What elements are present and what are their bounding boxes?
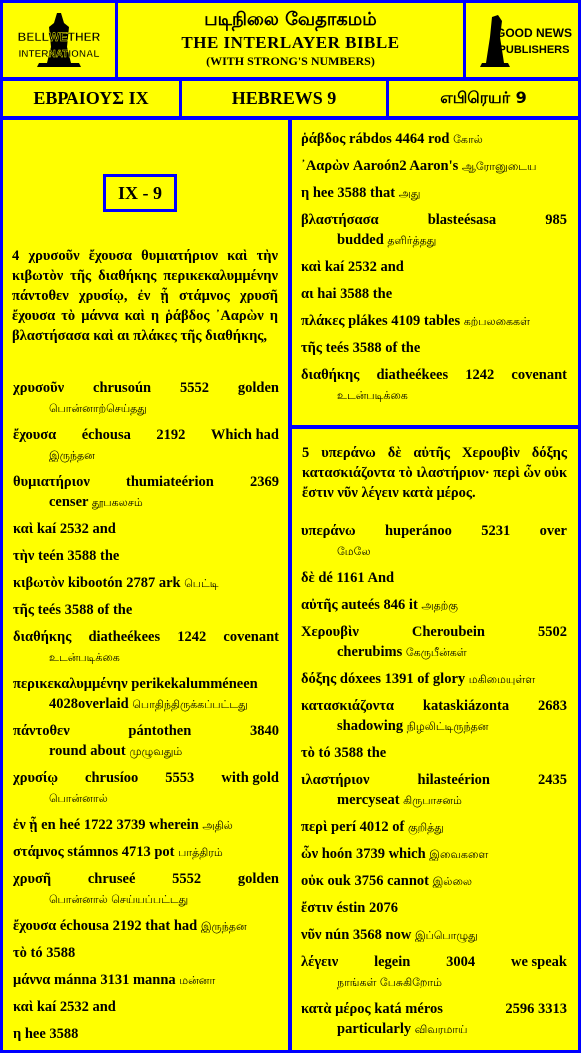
entry-part: 2596 3313 <box>505 1001 567 1017</box>
entry-line <box>13 472 279 492</box>
entry-part: ὧν hoón 3739 which இவைகளை <box>301 846 489 862</box>
tamil-gloss: இவைகளை <box>429 848 489 861</box>
english-title: THE INTERLAYER BIBLE <box>181 33 400 52</box>
word-entry <box>13 916 279 937</box>
entry-part: Cheroubein <box>411 624 485 640</box>
svg-text:GOOD NEWS: GOOD NEWS <box>495 26 572 40</box>
tamil-gloss: அதற்கு <box>421 599 459 612</box>
entry-gloss: round about முழுவதும் <box>49 743 183 759</box>
entry-gloss: censer தூபகலசம் <box>49 494 143 510</box>
entry-part: η hee 3588 <box>13 1026 79 1042</box>
entry-line <box>301 595 567 616</box>
entry-part: 5553 <box>165 770 195 786</box>
entry-line <box>301 999 567 1019</box>
entry-line <box>301 365 567 385</box>
svg-text:INTERNATIONAL: INTERNATIONAL <box>18 49 100 60</box>
entry-part: ἔχουσα <box>13 427 57 443</box>
entry-part: πλάκες plákes 4109 tables கற்பலகைகள் <box>301 313 531 329</box>
entry-line <box>13 815 279 836</box>
tamil-gloss: மேலே <box>337 545 371 558</box>
entry-line <box>13 970 279 991</box>
bellwether-logo-box <box>3 3 115 77</box>
entry-part: τῆς teés 3588 of the <box>13 602 133 618</box>
entry-part: νῦν nún 3568 now இப்பொழுது <box>301 927 478 943</box>
entry-line <box>301 696 567 716</box>
entry-gloss: 4028overlaid பொதிந்திருக்கப்பட்டது <box>49 696 248 712</box>
word-entry <box>13 815 279 836</box>
tamil-gloss: குறித்து <box>407 821 444 834</box>
word-entry <box>301 521 567 562</box>
entry-line <box>13 573 279 594</box>
word-entry <box>13 768 279 809</box>
entry-line <box>13 600 279 620</box>
word-entry <box>301 743 567 763</box>
entry-part: chrusíoo <box>85 770 139 786</box>
entry-part: golden <box>237 380 279 396</box>
word-entry <box>301 284 567 304</box>
entry-gloss <box>13 398 279 419</box>
tamil-gloss: பொன்னாற்செய்தது <box>49 402 147 415</box>
entry-part: chruseé <box>87 871 136 887</box>
entry-gloss: budded தளிர்த்தது <box>337 232 437 248</box>
entry-part: κιβωτὸν kibootón 2787 ark பெட்டி <box>13 575 219 591</box>
bellwether-logo <box>9 7 109 73</box>
title-box <box>118 3 463 77</box>
word-entry <box>13 943 279 963</box>
svg-text:BELLWETHER: BELLWETHER <box>17 30 101 44</box>
word-entry <box>13 869 279 910</box>
word-entry <box>301 257 567 277</box>
entry-line <box>301 129 567 150</box>
entry-part: οὐκ ouk 3756 cannot இல்லை <box>301 873 472 889</box>
entry-part: τῆς teés 3588 of the <box>301 340 421 356</box>
entry-line <box>301 183 567 204</box>
entry-line <box>301 925 567 946</box>
word-entry <box>301 770 567 811</box>
entry-line <box>301 568 567 588</box>
entry-part: 1242 <box>465 367 495 383</box>
word-entry <box>301 311 567 332</box>
entry-part: περικεκαλυμμένην perikekalumméneen <box>13 676 258 692</box>
entry-part: καὶ kaí 2532 and <box>13 999 116 1015</box>
entry-line <box>301 770 567 790</box>
entry-part: η hee 3588 that அது <box>301 185 421 201</box>
entry-part: 5552 <box>179 380 209 396</box>
entry-part: thumiateérion <box>126 474 214 490</box>
tamil-gloss: முழுவதும் <box>129 745 183 758</box>
entry-part: 5502 <box>537 624 567 640</box>
entry-part: échousa <box>81 427 131 443</box>
greek-verse-5: 5 υπεράνω δὲ αὐτῆς Χερουβὶν δόξης κατασκιάζοντα τὸ ιλαστήριον· περὶ ὧν οὐκ ἔστιν νῦν λέγειν κατὰ μέρος. <box>302 445 567 501</box>
word-entry <box>301 210 567 251</box>
entry-part: with gold <box>221 770 279 786</box>
goodnews-logo <box>472 7 572 73</box>
word-entry <box>301 669 567 690</box>
entry-part: αι hai 3588 the <box>301 286 393 302</box>
entry-part: δὲ dé 1161 And <box>301 570 395 586</box>
tamil-gloss: தூபகலசம் <box>91 496 143 509</box>
word-entry <box>301 999 567 1040</box>
word-entry <box>301 817 567 838</box>
entry-line <box>301 952 567 972</box>
entry-gloss <box>13 647 279 668</box>
entry-part: βλαστήσασα <box>301 212 379 228</box>
word-entry <box>13 472 279 513</box>
entry-line <box>301 871 567 892</box>
entry-line <box>301 622 567 642</box>
tamil-gloss: இல்லை <box>432 875 472 888</box>
tamil-gloss: கற்பலகைகள் <box>463 315 531 328</box>
tamil-gloss: அது <box>398 187 421 200</box>
entry-part: chrusoún <box>93 380 152 396</box>
tamil-gloss: அதில் <box>202 819 233 832</box>
entry-gloss: shadowing நிழலிட்டிருந்தன <box>337 718 489 734</box>
tamil-gloss: பாத்திரம் <box>178 846 223 859</box>
entry-line <box>301 284 567 304</box>
entry-part: 3840 <box>250 723 279 739</box>
entry-line <box>13 916 279 937</box>
entry-part: blasteésasa <box>427 212 497 228</box>
entry-line <box>301 210 567 230</box>
word-entry <box>301 568 567 588</box>
word-entry <box>301 952 567 993</box>
subtitle: (WITH STRONG'S NUMBERS) <box>206 54 375 68</box>
entry-line <box>13 768 279 788</box>
entry-gloss <box>13 445 279 466</box>
word-entry <box>13 627 279 668</box>
entry-line <box>13 943 279 963</box>
word-entry <box>301 622 567 663</box>
entry-part: καὶ kaí 2532 and <box>13 521 116 537</box>
entry-part: 5552 <box>172 871 202 887</box>
entry-part: legein <box>374 954 411 970</box>
entry-part: θυμιατήριον <box>13 474 90 490</box>
entry-part: 2683 <box>538 698 567 714</box>
tamil-gloss: உடன்படிக்கை <box>337 389 408 402</box>
entry-part: κατὰ μέρος katá méros <box>301 1001 443 1017</box>
entry-part: χρυσοῦν <box>13 380 65 396</box>
entry-gloss <box>301 541 567 562</box>
verse-label: IX - 9 <box>103 174 177 212</box>
entry-gloss <box>13 788 279 809</box>
entry-part: diatheékees <box>88 629 161 645</box>
tamil-gloss: பொதிந்திருக்கப்பட்டது <box>132 698 248 711</box>
greek-verse-4: 4 χρυσοῦν ἔχουσα θυμιατήριον καὶ τὴν κιβωτὸν τῆς διαθήκης περικεκαλυμμένην πάντοθεν χρυσίῳ, ἐν ᾗ στάμνος χρυσῆ ἔχουσα τὸ μάννα καὶ η ῥάβδος ᾿Ααρὼν η βλαστήσασα καὶ αι πλάκες τῆς διαθήκης, <box>12 248 278 344</box>
entry-part: 5231 <box>481 523 511 539</box>
entry-line <box>13 869 279 889</box>
entry-gloss: particularly விவரமாய் <box>337 1021 468 1037</box>
word-entry <box>13 600 279 620</box>
tamil-gloss: உடன்படிக்கை <box>49 651 120 664</box>
entry-line <box>13 721 279 741</box>
entry-line <box>301 844 567 865</box>
left-column <box>3 120 288 1050</box>
tamil-gloss: கோல் <box>453 133 483 146</box>
right-top-column <box>292 120 578 425</box>
entry-part: τὸ tó 3588 <box>13 945 76 961</box>
entry-part: ἔστιν éstin 2076 <box>301 900 398 916</box>
entry-line <box>301 669 567 690</box>
entry-part: ἔχουσα échousa 2192 that had இருந்தன <box>13 918 247 934</box>
tamil-gloss: இருந்தன <box>200 920 247 933</box>
entry-part: χρυσῆ <box>13 871 52 887</box>
tamil-gloss: நிழலிட்டிருந்தன <box>406 720 489 733</box>
entry-gloss: cherubims கேருபீன்கள் <box>337 644 467 660</box>
tamil-gloss: கேருபீன்கள் <box>405 646 467 659</box>
entry-gloss <box>301 385 567 406</box>
tamil-gloss: தளிர்த்தது <box>387 234 437 247</box>
entry-part: λέγειν <box>301 954 339 970</box>
tamil-title: படிநிலை வேதாகமம் <box>204 9 377 30</box>
entry-part: περὶ perí 4012 of குறித்து <box>301 819 444 835</box>
entry-part: ᾿Ααρὼν Aaroón2 Aaron's ஆரோனுடைய <box>301 158 537 174</box>
entry-part: στάμνος stámnos 4713 pot பாத்திரம் <box>13 844 223 860</box>
tamil-gloss: கிருபாசனம் <box>403 794 462 807</box>
entry-gloss: mercyseat கிருபாசனம் <box>337 792 462 808</box>
svg-text:PUBLISHERS: PUBLISHERS <box>498 44 570 56</box>
word-entry <box>301 844 567 865</box>
word-entry <box>13 519 279 539</box>
entry-line <box>301 257 567 277</box>
entry-line <box>301 521 567 541</box>
entry-part: Χερουβὶν <box>301 624 359 640</box>
word-entry <box>301 129 567 150</box>
entry-part: diatheékees <box>376 367 449 383</box>
entry-line <box>13 842 279 863</box>
entry-part: πάντοθεν <box>13 723 70 739</box>
entry-part: διαθήκης <box>13 629 72 645</box>
entry-line <box>13 519 279 539</box>
entry-part: κατασκιάζοντα <box>301 698 395 714</box>
tamil-book-label: எபிரெயர் 9 <box>389 81 578 116</box>
tamil-gloss: இப்பொழுது <box>414 929 478 942</box>
entry-gloss <box>301 972 567 993</box>
tamil-gloss: மன்னா <box>179 974 216 987</box>
entry-line <box>13 1024 279 1044</box>
tamil-gloss: நாங்கள் பேசுகிறோம் <box>337 976 442 989</box>
entry-line <box>301 817 567 838</box>
tamil-gloss: மகிமையுள்ள <box>468 673 536 686</box>
entry-part: over <box>539 523 567 539</box>
entry-line <box>301 898 567 918</box>
word-entry <box>13 721 279 762</box>
entry-part: τὴν teén 3588 the <box>13 548 120 564</box>
entry-part: hilasteérion <box>417 772 490 788</box>
entry-part: ιλαστήριον <box>301 772 370 788</box>
goodnews-logo-box <box>466 3 578 77</box>
word-entry <box>301 871 567 892</box>
entry-part: υπεράνω <box>301 523 356 539</box>
entry-part: huperánoo <box>384 523 452 539</box>
english-book-label: HEBREWS 9 <box>182 81 386 116</box>
entry-part: καὶ kaí 2532 and <box>301 259 404 275</box>
entry-part: we speak <box>510 954 567 970</box>
word-entry <box>13 674 279 715</box>
entry-part: ῥάβδος rábdos 4464 rod கோல் <box>301 131 483 147</box>
word-entry <box>301 338 567 358</box>
word-entry <box>13 546 279 566</box>
entry-part: δόξης dóxees 1391 of glory மகிமையுள்ள <box>301 671 536 687</box>
word-entry <box>301 696 567 737</box>
entry-line <box>13 546 279 566</box>
word-entry <box>301 183 567 204</box>
tamil-gloss: பொன்னால் <box>49 792 108 805</box>
entry-line <box>301 156 567 177</box>
entry-part: kataskiázonta <box>422 698 510 714</box>
word-entry <box>13 1024 279 1044</box>
tamil-gloss: விவரமாய் <box>414 1023 468 1036</box>
word-entry <box>13 842 279 863</box>
entry-gloss <box>13 889 279 910</box>
entry-part: 2369 <box>249 474 279 490</box>
word-entry <box>301 925 567 946</box>
entry-line <box>13 674 279 694</box>
entry-part: χρυσίῳ <box>13 770 58 786</box>
entry-line <box>301 311 567 332</box>
word-entry <box>13 378 279 419</box>
word-entry <box>301 365 567 406</box>
entry-line <box>13 378 279 398</box>
entry-line <box>13 997 279 1017</box>
word-entry <box>301 898 567 918</box>
tamil-gloss: பெட்டி <box>184 577 219 590</box>
right-bottom-column <box>292 429 578 1050</box>
entry-part: golden <box>237 871 279 887</box>
entry-part: covenant <box>511 367 567 383</box>
word-entry <box>301 595 567 616</box>
word-entry <box>13 573 279 594</box>
tamil-gloss: இருந்தன <box>49 449 95 462</box>
entry-part: 985 <box>545 212 567 228</box>
entry-part: 2192 <box>156 427 186 443</box>
entry-part: Which had <box>210 427 279 443</box>
entry-part: 1242 <box>177 629 207 645</box>
entry-part: ἐν ᾗ en heé 1722 3739 wherein அதில் <box>13 817 233 833</box>
entry-part: pántothen <box>128 723 192 739</box>
entry-line <box>301 743 567 763</box>
word-entry <box>13 425 279 466</box>
entry-part: μάννα mánna 3131 manna மன்னா <box>13 972 216 988</box>
word-entry <box>13 970 279 991</box>
entry-part: διαθήκης <box>301 367 360 383</box>
entry-part: 2435 <box>538 772 567 788</box>
entry-line <box>13 627 279 647</box>
tamil-gloss: பொன்னால் செய்யப்பட்டது <box>49 893 189 906</box>
tamil-gloss: ஆரோனுடைய <box>461 160 537 173</box>
entry-part: τὸ tó 3588 the <box>301 745 387 761</box>
entry-part: αὐτῆς auteés 846 it அதற்கு <box>301 597 459 613</box>
entry-line <box>301 338 567 358</box>
greek-book-label: ΕΒΡΑΙΟΥΣ IX <box>3 81 179 116</box>
entry-part: 3004 <box>446 954 476 970</box>
word-entry <box>13 997 279 1017</box>
entry-part: covenant <box>223 629 279 645</box>
entry-line <box>13 425 279 445</box>
word-entry <box>301 156 567 177</box>
